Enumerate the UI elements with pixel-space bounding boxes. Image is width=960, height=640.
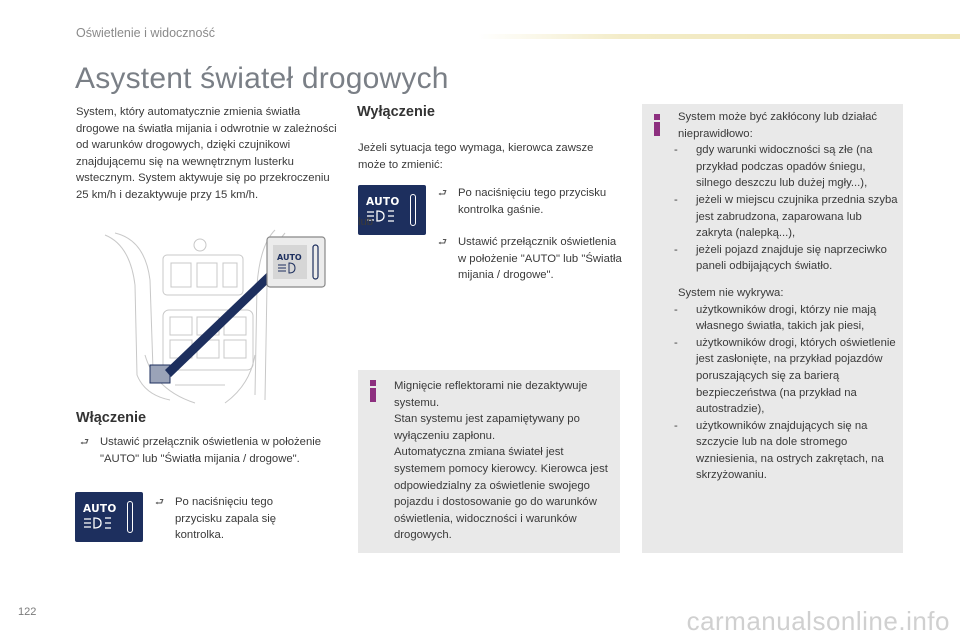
header-decorative-bar xyxy=(478,34,960,39)
info1-p2: Stan systemu jest zapamiętywany po wyłączeniu zapłonu. xyxy=(394,413,580,442)
list-item: - jeżeli w miejscu czujnika przednia szyba jest zabrudzona, zaparowana lub zakryta (nalepką...), xyxy=(674,193,898,240)
arrow-bullet-icon: ⮐ xyxy=(438,188,447,199)
or-label: lub xyxy=(358,216,374,228)
intro-paragraph: System, który automatycznie zmienia światła drogowe na światła mijania i odwrotnie w zależności od warunków drogowych, dzięki czujnikowi znajdującemu się na wewnętrznym lusterku wstecznym. System aktywuje się po przekroczeniu 25 km/h i dezaktywuje przy 15 km/h. xyxy=(76,106,337,201)
arrow-bullet-icon: ⮐ xyxy=(438,237,447,248)
list-item: - gdy warunki widoczności są złe (na przykład podczas opadów śniegu, silnego deszczu lub dużej mgły...), xyxy=(674,144,873,190)
info-box-flash xyxy=(358,370,620,553)
heading-wylaczenie: Wyłączenie xyxy=(357,104,435,120)
indicator-lamp xyxy=(410,194,416,226)
console-illustration xyxy=(75,225,335,405)
wylaczenie-bullet-2: ⮐ Ustawić przełącznik oświetlenia w położenie "AUTO" lub "Światła mijania / drogowe". xyxy=(438,234,623,284)
auto-headlamp-button-off[interactable]: AUTO xyxy=(358,185,426,235)
info2-intro2: System nie wykrywa: xyxy=(678,286,784,299)
wylaczenie-intro: Jeżeli sytuacja tego wymaga, kierowca zawsze może to zmienić: xyxy=(358,142,594,171)
heading-wlaczenie: Włączenie xyxy=(76,410,147,426)
list-item: - użytkowników drogi, którzy nie mają własnego światła, takich jak piesi, xyxy=(674,303,877,333)
wlaczenie-bullet-1: ⮐ Ustawić przełącznik oświetlenia w położenie "AUTO" lub "Światła mijania / drogowe". xyxy=(80,434,330,467)
wlaczenie-bullet-2: ⮐ Po naciśnięciu tego przycisku zapala się kontrolka. xyxy=(155,494,305,544)
info1-p3: Automatyczna zmiana świateł jest systemem pomocy kierowcy. Kierowca jest odpowiedzialny za oświetlenie swojego pojazdu i dostosowanie go do warunków oświetlenia, widoczności i warunków drogowych. xyxy=(394,446,608,542)
auto-headlamp-button[interactable]: AUTO xyxy=(75,492,143,542)
section-header-title: Oświetlenie i widoczność xyxy=(76,26,215,40)
arrow-bullet-icon: ⮐ xyxy=(155,497,164,508)
info2-intro1: System może być zakłócony lub działać nieprawidłowo: xyxy=(678,111,878,140)
callout-auto-label: AUTO xyxy=(277,253,302,262)
wylaczenie-bullet-1: ⮐ Po naciśnięciu tego przycisku kontrolka gaśnie. xyxy=(438,185,618,218)
arrow-bullet-icon: ⮐ xyxy=(80,437,89,448)
watermark: carmanualsonline.info xyxy=(686,606,950,636)
info-box-limitations xyxy=(642,104,903,553)
list-item: - użytkowników znajdujących się na szczycie lub na dole stromego wzniesienia, na ostrych zakrętach, na skrzyżowaniu. xyxy=(674,419,884,482)
headlamp-icon xyxy=(83,516,115,530)
list-item: - użytkowników drogi, których oświetlenie jest zasłonięte, na przykład pojazdów poruszających się za barierą bezpieczeństwa (na przykład na autostradzie), xyxy=(674,336,896,416)
page-title: Asystent świateł drogowych xyxy=(75,62,449,95)
info1-p1: Mignięcie reflektorami nie dezaktywuje systemu. xyxy=(394,380,588,409)
page-number: 122 xyxy=(18,606,37,618)
info-icon xyxy=(370,380,378,402)
info-icon xyxy=(654,114,662,136)
list-item: - jeżeli pojazd znajduje się naprzeciwko paneli odbijających światło. xyxy=(674,243,887,273)
indicator-lamp xyxy=(127,501,133,533)
